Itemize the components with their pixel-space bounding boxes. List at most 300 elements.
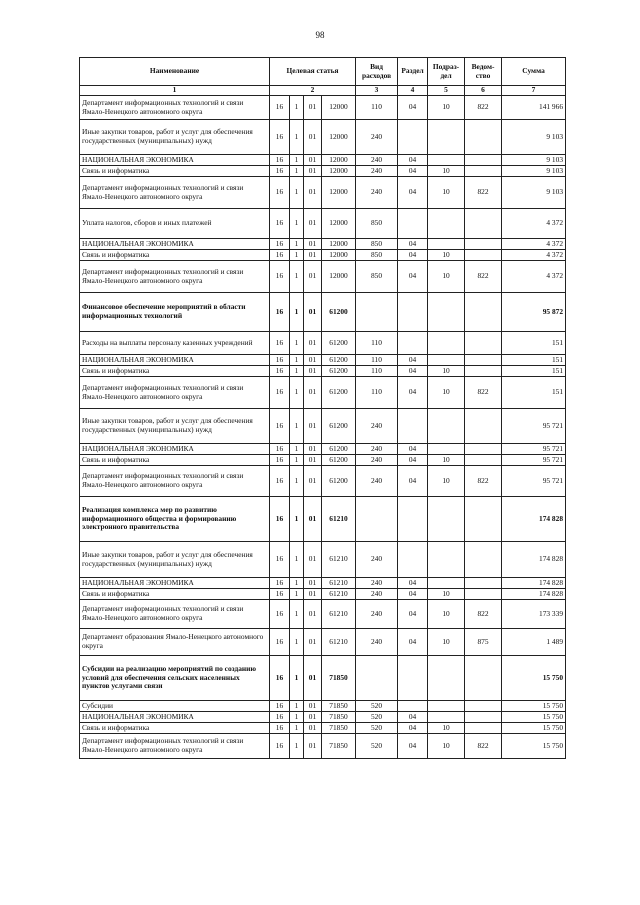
table-row: [80, 629, 566, 656]
department-code: [465, 239, 502, 250]
target-code-part: 1: [290, 155, 304, 166]
row-name: Субсидии: [80, 701, 270, 712]
department-code: 822: [465, 466, 502, 497]
section-code: 04: [398, 444, 428, 455]
target-code-part: 1: [290, 466, 304, 497]
target-code-part: 1: [290, 293, 304, 332]
table-row: [80, 497, 566, 542]
row-name: Департамент информационных технологий и связи Ямало-Ненецкого автономного округа: [80, 600, 270, 629]
table-row: [80, 366, 566, 377]
table-row: [80, 120, 566, 155]
subsection-code: [428, 497, 465, 542]
row-sum: 151: [502, 332, 566, 355]
subsection-code: 10: [428, 96, 465, 120]
department-code: [465, 409, 502, 444]
expense-type-code: 850: [356, 239, 398, 250]
target-code-part: 1: [290, 542, 304, 578]
target-code-part: 16: [270, 455, 290, 466]
section-code: 04: [398, 96, 428, 120]
department-code: [465, 497, 502, 542]
column-number: 6: [465, 86, 502, 96]
row-sum: 1 489: [502, 629, 566, 656]
target-code-part: 1: [290, 250, 304, 261]
target-code-part: 16: [270, 600, 290, 629]
target-code-part: 1: [290, 239, 304, 250]
row-name: Департамент информационных технологий и связи Ямало-Ненецкого автономного округа: [80, 261, 270, 293]
target-code: 12000: [322, 261, 356, 293]
header-section: Раздел: [398, 58, 428, 86]
department-code: [465, 444, 502, 455]
subsection-code: 10: [428, 177, 465, 209]
row-sum: 9 103: [502, 177, 566, 209]
table-row: [80, 734, 566, 759]
table-row: [80, 250, 566, 261]
column-number-row: [80, 86, 566, 96]
department-code: [465, 166, 502, 177]
target-code-part: 01: [304, 701, 322, 712]
row-name: Департамент информационных технологий и связи Ямало-Ненецкого автономного округа: [80, 466, 270, 497]
expense-type-code: 240: [356, 155, 398, 166]
target-code-part: 01: [304, 734, 322, 759]
target-code-part: 16: [270, 355, 290, 366]
target-code-part: 01: [304, 723, 322, 734]
target-code-part: 1: [290, 96, 304, 120]
department-code: 822: [465, 734, 502, 759]
department-code: 822: [465, 96, 502, 120]
section-code: 04: [398, 629, 428, 656]
section-code: [398, 332, 428, 355]
row-name: Иные закупки товаров, работ и услуг для обеспечения государственных (муниципальных) нужд: [80, 542, 270, 578]
row-name: НАЦИОНАЛЬНАЯ ЭКОНОМИКА: [80, 578, 270, 589]
department-code: [465, 578, 502, 589]
table-row: [80, 578, 566, 589]
section-code: 04: [398, 366, 428, 377]
column-number: 1: [80, 86, 270, 96]
target-code: 61200: [322, 466, 356, 497]
target-code-part: 01: [304, 239, 322, 250]
row-name: Субсидии на реализацию мероприятий по созданию условий для обеспечения сельских населенных пунктов услугами связи: [80, 656, 270, 701]
target-code: 12000: [322, 177, 356, 209]
target-code: 61200: [322, 377, 356, 409]
subsection-code: [428, 409, 465, 444]
row-sum: 95 721: [502, 455, 566, 466]
subsection-code: [428, 701, 465, 712]
row-name: НАЦИОНАЛЬНАЯ ЭКОНОМИКА: [80, 239, 270, 250]
subsection-code: [428, 712, 465, 723]
row-sum: 9 103: [502, 155, 566, 166]
section-code: 04: [398, 355, 428, 366]
section-code: 04: [398, 466, 428, 497]
department-code: [465, 589, 502, 600]
row-name: Иные закупки товаров, работ и услуг для обеспечения государственных (муниципальных) нужд: [80, 120, 270, 155]
expense-type-code: 850: [356, 250, 398, 261]
target-code: 61210: [322, 497, 356, 542]
target-code-part: 1: [290, 444, 304, 455]
row-sum: 151: [502, 355, 566, 366]
section-code: 04: [398, 155, 428, 166]
department-code: [465, 656, 502, 701]
section-code: [398, 656, 428, 701]
table-row: [80, 455, 566, 466]
section-code: 04: [398, 723, 428, 734]
target-code-part: 1: [290, 629, 304, 656]
row-name: Связь и информатика: [80, 723, 270, 734]
row-sum: 9 103: [502, 166, 566, 177]
target-code-part: 01: [304, 712, 322, 723]
table-row: [80, 293, 566, 332]
row-name: Связь и информатика: [80, 589, 270, 600]
target-code: 12000: [322, 250, 356, 261]
target-code: 61200: [322, 355, 356, 366]
department-code: [465, 542, 502, 578]
row-sum: 4 372: [502, 261, 566, 293]
target-code-part: 01: [304, 209, 322, 239]
header-target: Целевая статья: [270, 58, 356, 86]
target-code-part: 16: [270, 542, 290, 578]
target-code-part: 16: [270, 444, 290, 455]
target-code: 61200: [322, 332, 356, 355]
column-number: 3: [356, 86, 398, 96]
row-sum: 95 721: [502, 444, 566, 455]
department-code: [465, 332, 502, 355]
section-code: 04: [398, 377, 428, 409]
row-name: Иные закупки товаров, работ и услуг для обеспечения государственных (муниципальных) нужд: [80, 409, 270, 444]
target-code-part: 16: [270, 332, 290, 355]
subsection-code: [428, 120, 465, 155]
expense-type-code: 240: [356, 409, 398, 444]
target-code-part: 16: [270, 96, 290, 120]
row-sum: 95 721: [502, 466, 566, 497]
column-number: 2: [270, 86, 356, 96]
target-code-part: 16: [270, 629, 290, 656]
table-row: [80, 355, 566, 366]
expense-type-code: 240: [356, 629, 398, 656]
target-code-part: 01: [304, 600, 322, 629]
expense-type-code: [356, 656, 398, 701]
expense-type-code: 240: [356, 466, 398, 497]
expense-type-code: 110: [356, 377, 398, 409]
row-name: Расходы на выплаты персоналу казенных учреждений: [80, 332, 270, 355]
row-sum: 174 828: [502, 578, 566, 589]
target-code-part: 01: [304, 377, 322, 409]
department-code: 822: [465, 600, 502, 629]
department-code: 822: [465, 377, 502, 409]
subsection-code: [428, 332, 465, 355]
subsection-code: 10: [428, 366, 465, 377]
target-code-part: 1: [290, 120, 304, 155]
department-code: [465, 250, 502, 261]
subsection-code: [428, 209, 465, 239]
row-name: НАЦИОНАЛЬНАЯ ЭКОНОМИКА: [80, 444, 270, 455]
target-code-part: 01: [304, 656, 322, 701]
header-name: Наименование: [80, 58, 270, 86]
expense-type-code: 520: [356, 734, 398, 759]
target-code: 61200: [322, 444, 356, 455]
row-sum: 174 828: [502, 497, 566, 542]
target-code-part: 16: [270, 209, 290, 239]
header-sum: Сумма: [502, 58, 566, 86]
target-code-part: 01: [304, 293, 322, 332]
section-code: 04: [398, 177, 428, 209]
department-code: [465, 701, 502, 712]
target-code: 61210: [322, 542, 356, 578]
subsection-code: 10: [428, 589, 465, 600]
section-code: 04: [398, 166, 428, 177]
department-code: [465, 723, 502, 734]
department-code: [465, 293, 502, 332]
section-code: 04: [398, 578, 428, 589]
section-code: 04: [398, 600, 428, 629]
expense-type-code: [356, 497, 398, 542]
subsection-code: [428, 293, 465, 332]
table-row: [80, 332, 566, 355]
target-code-part: 01: [304, 444, 322, 455]
target-code: 12000: [322, 96, 356, 120]
table-row: [80, 177, 566, 209]
target-code: 12000: [322, 209, 356, 239]
target-code-part: 16: [270, 723, 290, 734]
header-subsection: Подраз-дел: [428, 58, 465, 86]
table-row: [80, 377, 566, 409]
target-code-part: 16: [270, 250, 290, 261]
target-code-part: 01: [304, 466, 322, 497]
department-code: [465, 120, 502, 155]
section-code: 04: [398, 261, 428, 293]
expense-type-code: 520: [356, 723, 398, 734]
target-code: 71850: [322, 656, 356, 701]
table-row: [80, 96, 566, 120]
table-row: [80, 589, 566, 600]
target-code-part: 1: [290, 455, 304, 466]
row-name: Департамент информационных технологий и связи Ямало-Ненецкого автономного округа: [80, 734, 270, 759]
target-code: 71850: [322, 701, 356, 712]
target-code-part: 16: [270, 177, 290, 209]
section-code: [398, 409, 428, 444]
row-name: НАЦИОНАЛЬНАЯ ЭКОНОМИКА: [80, 355, 270, 366]
target-code-part: 01: [304, 166, 322, 177]
table-row: [80, 542, 566, 578]
target-code-part: 01: [304, 355, 322, 366]
section-code: 04: [398, 239, 428, 250]
section-code: [398, 120, 428, 155]
target-code-part: 1: [290, 701, 304, 712]
table-row: [80, 712, 566, 723]
row-name: НАЦИОНАЛЬНАЯ ЭКОНОМИКА: [80, 712, 270, 723]
table-row: [80, 409, 566, 444]
target-code-part: 16: [270, 656, 290, 701]
section-code: 04: [398, 712, 428, 723]
section-code: [398, 209, 428, 239]
target-code-part: 1: [290, 209, 304, 239]
row-sum: 151: [502, 366, 566, 377]
target-code-part: 1: [290, 578, 304, 589]
table-row: [80, 600, 566, 629]
target-code-part: 16: [270, 701, 290, 712]
target-code-part: 01: [304, 120, 322, 155]
target-code-part: 1: [290, 712, 304, 723]
department-code: [465, 355, 502, 366]
department-code: 822: [465, 177, 502, 209]
subsection-code: [428, 355, 465, 366]
target-code: 61210: [322, 589, 356, 600]
section-code: [398, 293, 428, 332]
department-code: 822: [465, 261, 502, 293]
expense-type-code: 240: [356, 177, 398, 209]
target-code-part: 1: [290, 166, 304, 177]
target-code-part: 1: [290, 723, 304, 734]
target-code-part: 16: [270, 239, 290, 250]
target-code-part: 01: [304, 250, 322, 261]
expense-type-code: 110: [356, 332, 398, 355]
target-code-part: 01: [304, 589, 322, 600]
target-code-part: 01: [304, 332, 322, 355]
department-code: [465, 209, 502, 239]
target-code-part: 16: [270, 466, 290, 497]
row-sum: 174 828: [502, 542, 566, 578]
target-code-part: 16: [270, 589, 290, 600]
row-name: Связь и информатика: [80, 455, 270, 466]
subsection-code: 10: [428, 629, 465, 656]
table-row: [80, 466, 566, 497]
page-number: 98: [315, 30, 325, 40]
target-code-part: 16: [270, 155, 290, 166]
table-row: [80, 656, 566, 701]
expense-type-code: 850: [356, 261, 398, 293]
header-expense-type: Вид расходов: [356, 58, 398, 86]
target-code-part: 01: [304, 261, 322, 293]
target-code: 12000: [322, 155, 356, 166]
row-sum: 15 750: [502, 723, 566, 734]
expense-type-code: [356, 293, 398, 332]
target-code: 12000: [322, 239, 356, 250]
row-name: НАЦИОНАЛЬНАЯ ЭКОНОМИКА: [80, 155, 270, 166]
table-row: [80, 723, 566, 734]
table-row: [80, 444, 566, 455]
target-code: 61200: [322, 293, 356, 332]
row-name: Департамент информационных технологий и связи Ямало-Ненецкого автономного округа: [80, 377, 270, 409]
target-code-part: 1: [290, 355, 304, 366]
target-code-part: 1: [290, 600, 304, 629]
row-sum: 95 872: [502, 293, 566, 332]
expense-type-code: 520: [356, 712, 398, 723]
subsection-code: [428, 155, 465, 166]
expense-type-code: 240: [356, 578, 398, 589]
subsection-code: 10: [428, 261, 465, 293]
section-code: 04: [398, 734, 428, 759]
target-code-part: 16: [270, 712, 290, 723]
target-code-part: 01: [304, 542, 322, 578]
subsection-code: 10: [428, 466, 465, 497]
target-code-part: 16: [270, 366, 290, 377]
table-row: [80, 209, 566, 239]
target-code-part: 01: [304, 497, 322, 542]
section-code: 04: [398, 250, 428, 261]
target-code: 71850: [322, 734, 356, 759]
subsection-code: [428, 656, 465, 701]
department-code: [465, 155, 502, 166]
target-code-part: 01: [304, 96, 322, 120]
target-code: 71850: [322, 723, 356, 734]
target-code-part: 16: [270, 734, 290, 759]
row-sum: 15 750: [502, 734, 566, 759]
department-code: [465, 712, 502, 723]
table-row: [80, 166, 566, 177]
subsection-code: 10: [428, 166, 465, 177]
target-code-part: 16: [270, 120, 290, 155]
expense-type-code: 240: [356, 589, 398, 600]
target-code-part: 1: [290, 332, 304, 355]
target-code-part: 16: [270, 497, 290, 542]
expense-type-code: 240: [356, 444, 398, 455]
row-name: Департамент информационных технологий и связи Ямало-Ненецкого автономного округа: [80, 177, 270, 209]
target-code-part: 1: [290, 589, 304, 600]
target-code: 61210: [322, 629, 356, 656]
expense-type-code: 240: [356, 455, 398, 466]
row-sum: 173 339: [502, 600, 566, 629]
row-name: Связь и информатика: [80, 366, 270, 377]
expense-type-code: 110: [356, 355, 398, 366]
row-sum: 15 750: [502, 712, 566, 723]
section-code: 04: [398, 589, 428, 600]
row-sum: 4 372: [502, 239, 566, 250]
section-code: [398, 497, 428, 542]
target-code-part: 01: [304, 366, 322, 377]
subsection-code: 10: [428, 734, 465, 759]
row-name: Финансовое обеспечение мероприятий в области информационных технологий: [80, 293, 270, 332]
subsection-code: 10: [428, 250, 465, 261]
department-code: [465, 455, 502, 466]
subsection-code: 10: [428, 455, 465, 466]
row-sum: 15 750: [502, 656, 566, 701]
column-number: 5: [428, 86, 465, 96]
expense-type-code: 240: [356, 542, 398, 578]
row-sum: 174 828: [502, 589, 566, 600]
row-sum: 95 721: [502, 409, 566, 444]
target-code-part: 1: [290, 409, 304, 444]
expense-type-code: 110: [356, 366, 398, 377]
target-code-part: 1: [290, 177, 304, 209]
table-row: [80, 701, 566, 712]
row-sum: 4 372: [502, 250, 566, 261]
section-code: [398, 701, 428, 712]
budget-table: [79, 57, 566, 759]
target-code: 61210: [322, 578, 356, 589]
subsection-code: 10: [428, 723, 465, 734]
target-code-part: 1: [290, 261, 304, 293]
row-name: Связь и информатика: [80, 250, 270, 261]
target-code-part: 16: [270, 578, 290, 589]
target-code: 61200: [322, 455, 356, 466]
subsection-code: [428, 239, 465, 250]
target-code-part: 16: [270, 261, 290, 293]
subsection-code: [428, 444, 465, 455]
row-name: Департамент образования Ямало-Ненецкого автономного округа: [80, 629, 270, 656]
row-sum: 4 372: [502, 209, 566, 239]
table-row: [80, 239, 566, 250]
target-code-part: 01: [304, 155, 322, 166]
column-number: 4: [398, 86, 428, 96]
target-code-part: 01: [304, 629, 322, 656]
header-department: Ведом-ство: [465, 58, 502, 86]
subsection-code: [428, 578, 465, 589]
section-code: [398, 542, 428, 578]
expense-type-code: 520: [356, 701, 398, 712]
row-sum: 9 103: [502, 120, 566, 155]
target-code: 12000: [322, 120, 356, 155]
expense-type-code: 110: [356, 96, 398, 120]
target-code: 12000: [322, 166, 356, 177]
row-name: Реализация комплекса мер по развитию информационного общества и формированию электронного правительства: [80, 497, 270, 542]
